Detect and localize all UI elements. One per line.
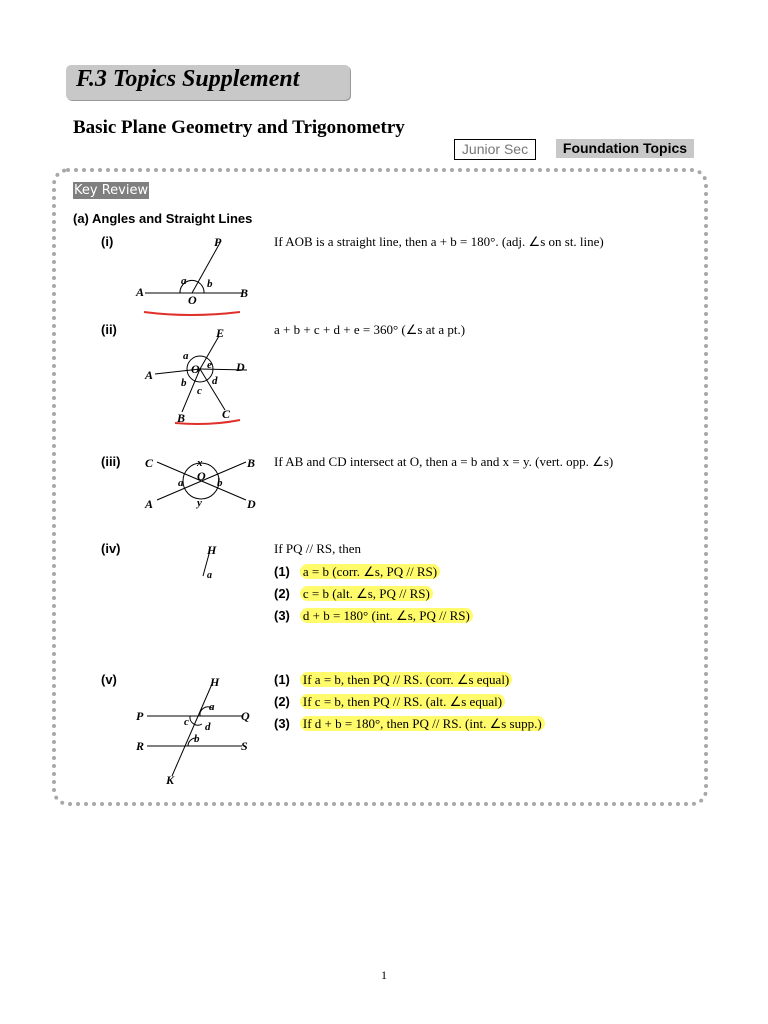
item-text-i: If AOB is a straight line, then a + b = 180°. (adj. ∠s on st. line): [274, 234, 604, 249]
level-tag-foundation: Foundation Topics: [556, 139, 694, 158]
diagram-parallel-lines: [130, 672, 260, 792]
label-E: E: [216, 326, 225, 340]
item-point-iv-2: (2) c = b (alt. ∠s, PQ // RS): [274, 585, 433, 603]
diagram-adjacent-angles: [130, 232, 270, 322]
label-b: b: [181, 377, 187, 389]
label-H: H: [207, 543, 217, 557]
label-S: S: [241, 739, 248, 753]
item-label-iv: (iv): [101, 541, 121, 556]
item-label-i: (i): [101, 234, 114, 249]
red-underline: [144, 312, 240, 315]
label-K: K: [166, 773, 175, 787]
label-B: B: [247, 456, 256, 470]
label-R: R: [136, 739, 145, 753]
label-Q: Q: [241, 709, 250, 723]
item-label-v: (v): [101, 672, 117, 687]
item-point-iv-1: (1) a = b (corr. ∠s, PQ // RS): [274, 563, 440, 581]
diagram-angles-at-point: [135, 322, 255, 432]
label-b: b: [194, 733, 200, 745]
label-H: H: [210, 675, 220, 689]
label-b: b: [217, 477, 223, 489]
item-point-v-1: (1) If a = b, then PQ // RS. (corr. ∠s equal): [274, 671, 512, 689]
label-O: O: [191, 362, 200, 376]
label-A: A: [145, 368, 154, 382]
label-P: P: [214, 235, 222, 249]
page-title: F.3 Topics Supplement: [76, 66, 300, 92]
label-B: B: [240, 286, 249, 300]
label-O: O: [188, 293, 197, 307]
level-tag-junior: Junior Sec: [454, 139, 536, 160]
label-A: A: [145, 497, 154, 511]
label-D: D: [236, 360, 245, 374]
label-c: c: [184, 716, 189, 728]
label-A: A: [136, 285, 145, 299]
section-heading: (a) Angles and Straight Lines: [73, 211, 253, 226]
label-b: b: [207, 278, 213, 290]
label-a: a: [207, 570, 212, 581]
item-point-v-3: (3) If d + b = 180°, then PQ // RS. (int. ∠s supp.): [274, 715, 545, 733]
label-e: e: [207, 359, 212, 371]
item-intro-iv: If PQ // RS, then: [274, 541, 362, 556]
label-a: a: [178, 477, 184, 489]
label-a: a: [181, 275, 187, 287]
label-C: C: [145, 456, 154, 470]
diagram-vertically-opposite: [140, 452, 265, 514]
label-B: B: [177, 411, 186, 425]
label-C: C: [222, 407, 231, 421]
chapter-subtitle: Basic Plane Geometry and Trigonometry: [73, 117, 405, 138]
item-point-v-2: (2) If c = b, then PQ // RS. (alt. ∠s equal): [274, 693, 505, 711]
label-O: O: [197, 469, 206, 483]
label-P: P: [136, 709, 144, 723]
label-d: d: [205, 721, 211, 733]
item-label-iii: (iii): [101, 454, 121, 469]
label-D: D: [247, 497, 256, 511]
page-number: 1: [381, 968, 387, 982]
key-review-label: Key Review: [74, 183, 149, 198]
item-text-ii: a + b + c + d + e = 360° (∠s at a pt.): [274, 322, 466, 337]
item-label-ii: (ii): [101, 322, 117, 337]
label-x: x: [197, 457, 203, 469]
label-c: c: [197, 385, 202, 397]
label-a: a: [183, 350, 189, 362]
label-a: a: [209, 701, 215, 713]
item-text-iii: If AB and CD intersect at O, then a = b and x = y. (vert. opp. ∠s): [274, 454, 614, 469]
item-point-iv-3: (3) d + b = 180° (int. ∠s, PQ // RS): [274, 607, 473, 625]
label-d: d: [212, 375, 218, 387]
diagram-parallel-partial: [195, 540, 255, 620]
label-y: y: [197, 497, 202, 509]
